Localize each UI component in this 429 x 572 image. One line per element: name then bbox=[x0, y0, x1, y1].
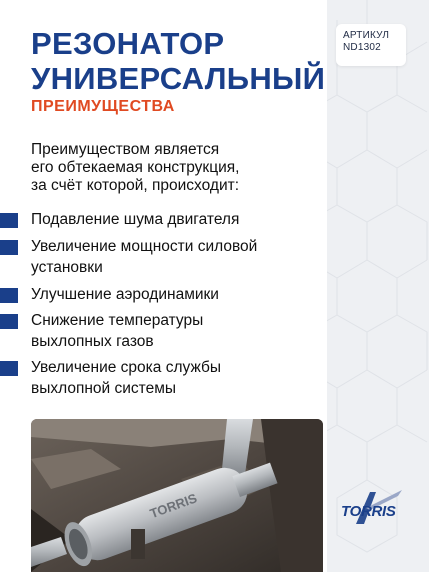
bullet-marker bbox=[0, 361, 18, 376]
benefit-text bbox=[31, 236, 325, 278]
benefit-text bbox=[31, 357, 325, 399]
intro-line: за счёт которой, происходит: bbox=[31, 177, 240, 194]
title-line-2: УНИВЕРСАЛЬНЫЙ bbox=[31, 61, 326, 96]
side-panel bbox=[327, 0, 429, 572]
product-photo bbox=[31, 419, 323, 572]
intro-text bbox=[31, 141, 321, 195]
bullet-marker bbox=[0, 288, 18, 303]
section-subtitle: ПРЕИМУЩЕСТВА bbox=[31, 98, 175, 115]
intro-line: его обтекаемая конструкция, bbox=[31, 159, 240, 176]
brand-logo-text: TORRIS bbox=[341, 503, 396, 520]
article-badge bbox=[336, 24, 406, 66]
hex-pattern bbox=[327, 0, 429, 572]
product-marking: TORRIS bbox=[147, 490, 199, 522]
bullet-marker bbox=[0, 240, 18, 255]
title-line-1: РЕЗОНАТОР bbox=[31, 26, 225, 61]
benefit-line: Увеличение срока службы bbox=[31, 359, 222, 376]
benefit-line: Подавление шума двигателя bbox=[31, 211, 240, 228]
benefit-line: Снижение температуры bbox=[31, 312, 204, 329]
benefit-text bbox=[31, 284, 325, 305]
intro-line: Преимуществом является bbox=[31, 141, 220, 158]
bullet-marker bbox=[0, 314, 18, 329]
article-code: ND1302 bbox=[343, 42, 381, 53]
article-label: АРТИКУЛ bbox=[343, 30, 390, 41]
benefit-text bbox=[31, 209, 325, 230]
page-title bbox=[31, 26, 327, 96]
benefit-line: Улучшение аэродинамики bbox=[31, 286, 219, 303]
benefit-line: выхлопных газов bbox=[31, 333, 154, 350]
bullet-marker bbox=[0, 213, 18, 228]
benefit-line: Увеличение мощности силовой bbox=[31, 238, 258, 255]
benefit-line: выхлопной системы bbox=[31, 380, 177, 397]
benefit-line: установки bbox=[31, 259, 103, 276]
benefit-text bbox=[31, 310, 325, 352]
